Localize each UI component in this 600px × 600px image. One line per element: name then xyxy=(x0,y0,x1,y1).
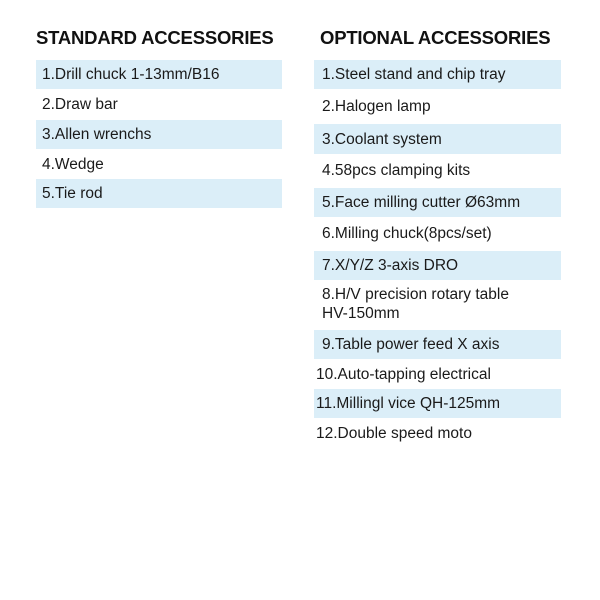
optional-item-4 xyxy=(314,156,561,185)
optional-item-label: 3.Coolant system xyxy=(322,130,442,148)
standard-item-label: 4.Wedge xyxy=(42,156,104,173)
optional-item-label: 12.Double speed moto xyxy=(316,425,472,442)
optional-item-2 xyxy=(314,91,561,121)
standard-item-5 xyxy=(36,179,282,208)
standard-item-3 xyxy=(36,120,282,149)
optional-item-11 xyxy=(314,389,561,418)
optional-item-label: 8.H/V precision rotary table HV-150mm xyxy=(322,286,509,322)
standard-item-label: 2.Draw bar xyxy=(42,96,118,113)
optional-item-8 xyxy=(314,282,561,329)
optional-item-label: 1.Steel stand and chip tray xyxy=(322,66,506,83)
optional-item-6 xyxy=(314,219,561,248)
optional-item-label: 2.Halogen lamp xyxy=(322,97,431,115)
optional-item-9 xyxy=(314,330,561,359)
optional-item-label: 9.Table power feed X axis xyxy=(322,336,500,353)
optional-item-label: 5.Face milling cutter Ø63mm xyxy=(322,194,521,211)
standard-item-1 xyxy=(36,60,282,89)
optional-item-3 xyxy=(314,124,561,154)
optional-item-label: 10.Auto-tapping electrical xyxy=(316,366,491,383)
optional-item-1 xyxy=(314,60,561,89)
standard-accessories-heading: STANDARD ACCESSORIES xyxy=(36,27,274,48)
standard-item-label: 1.Drill chuck 1-13mm/B16 xyxy=(42,66,220,83)
optional-item-label: 7.X/Y/Z 3-axis DRO xyxy=(322,257,459,274)
optional-item-label: 4.58pcs clamping kits xyxy=(322,162,471,179)
optional-item-5 xyxy=(314,188,561,217)
optional-item-label: 11.Millingl vice QH-125mm xyxy=(316,395,501,412)
optional-item-10 xyxy=(314,360,561,389)
standard-item-2 xyxy=(36,90,282,119)
standard-item-label: 5.Tie rod xyxy=(42,185,103,202)
optional-accessories-heading: OPTIONAL ACCESSORIES xyxy=(320,27,551,48)
optional-item-label: 6.Milling chuck(8pcs/set) xyxy=(322,225,492,242)
optional-item-12 xyxy=(314,419,561,448)
standard-item-4 xyxy=(36,150,282,179)
optional-item-7 xyxy=(314,251,561,280)
standard-item-label: 3.Allen wrenchs xyxy=(42,126,152,143)
